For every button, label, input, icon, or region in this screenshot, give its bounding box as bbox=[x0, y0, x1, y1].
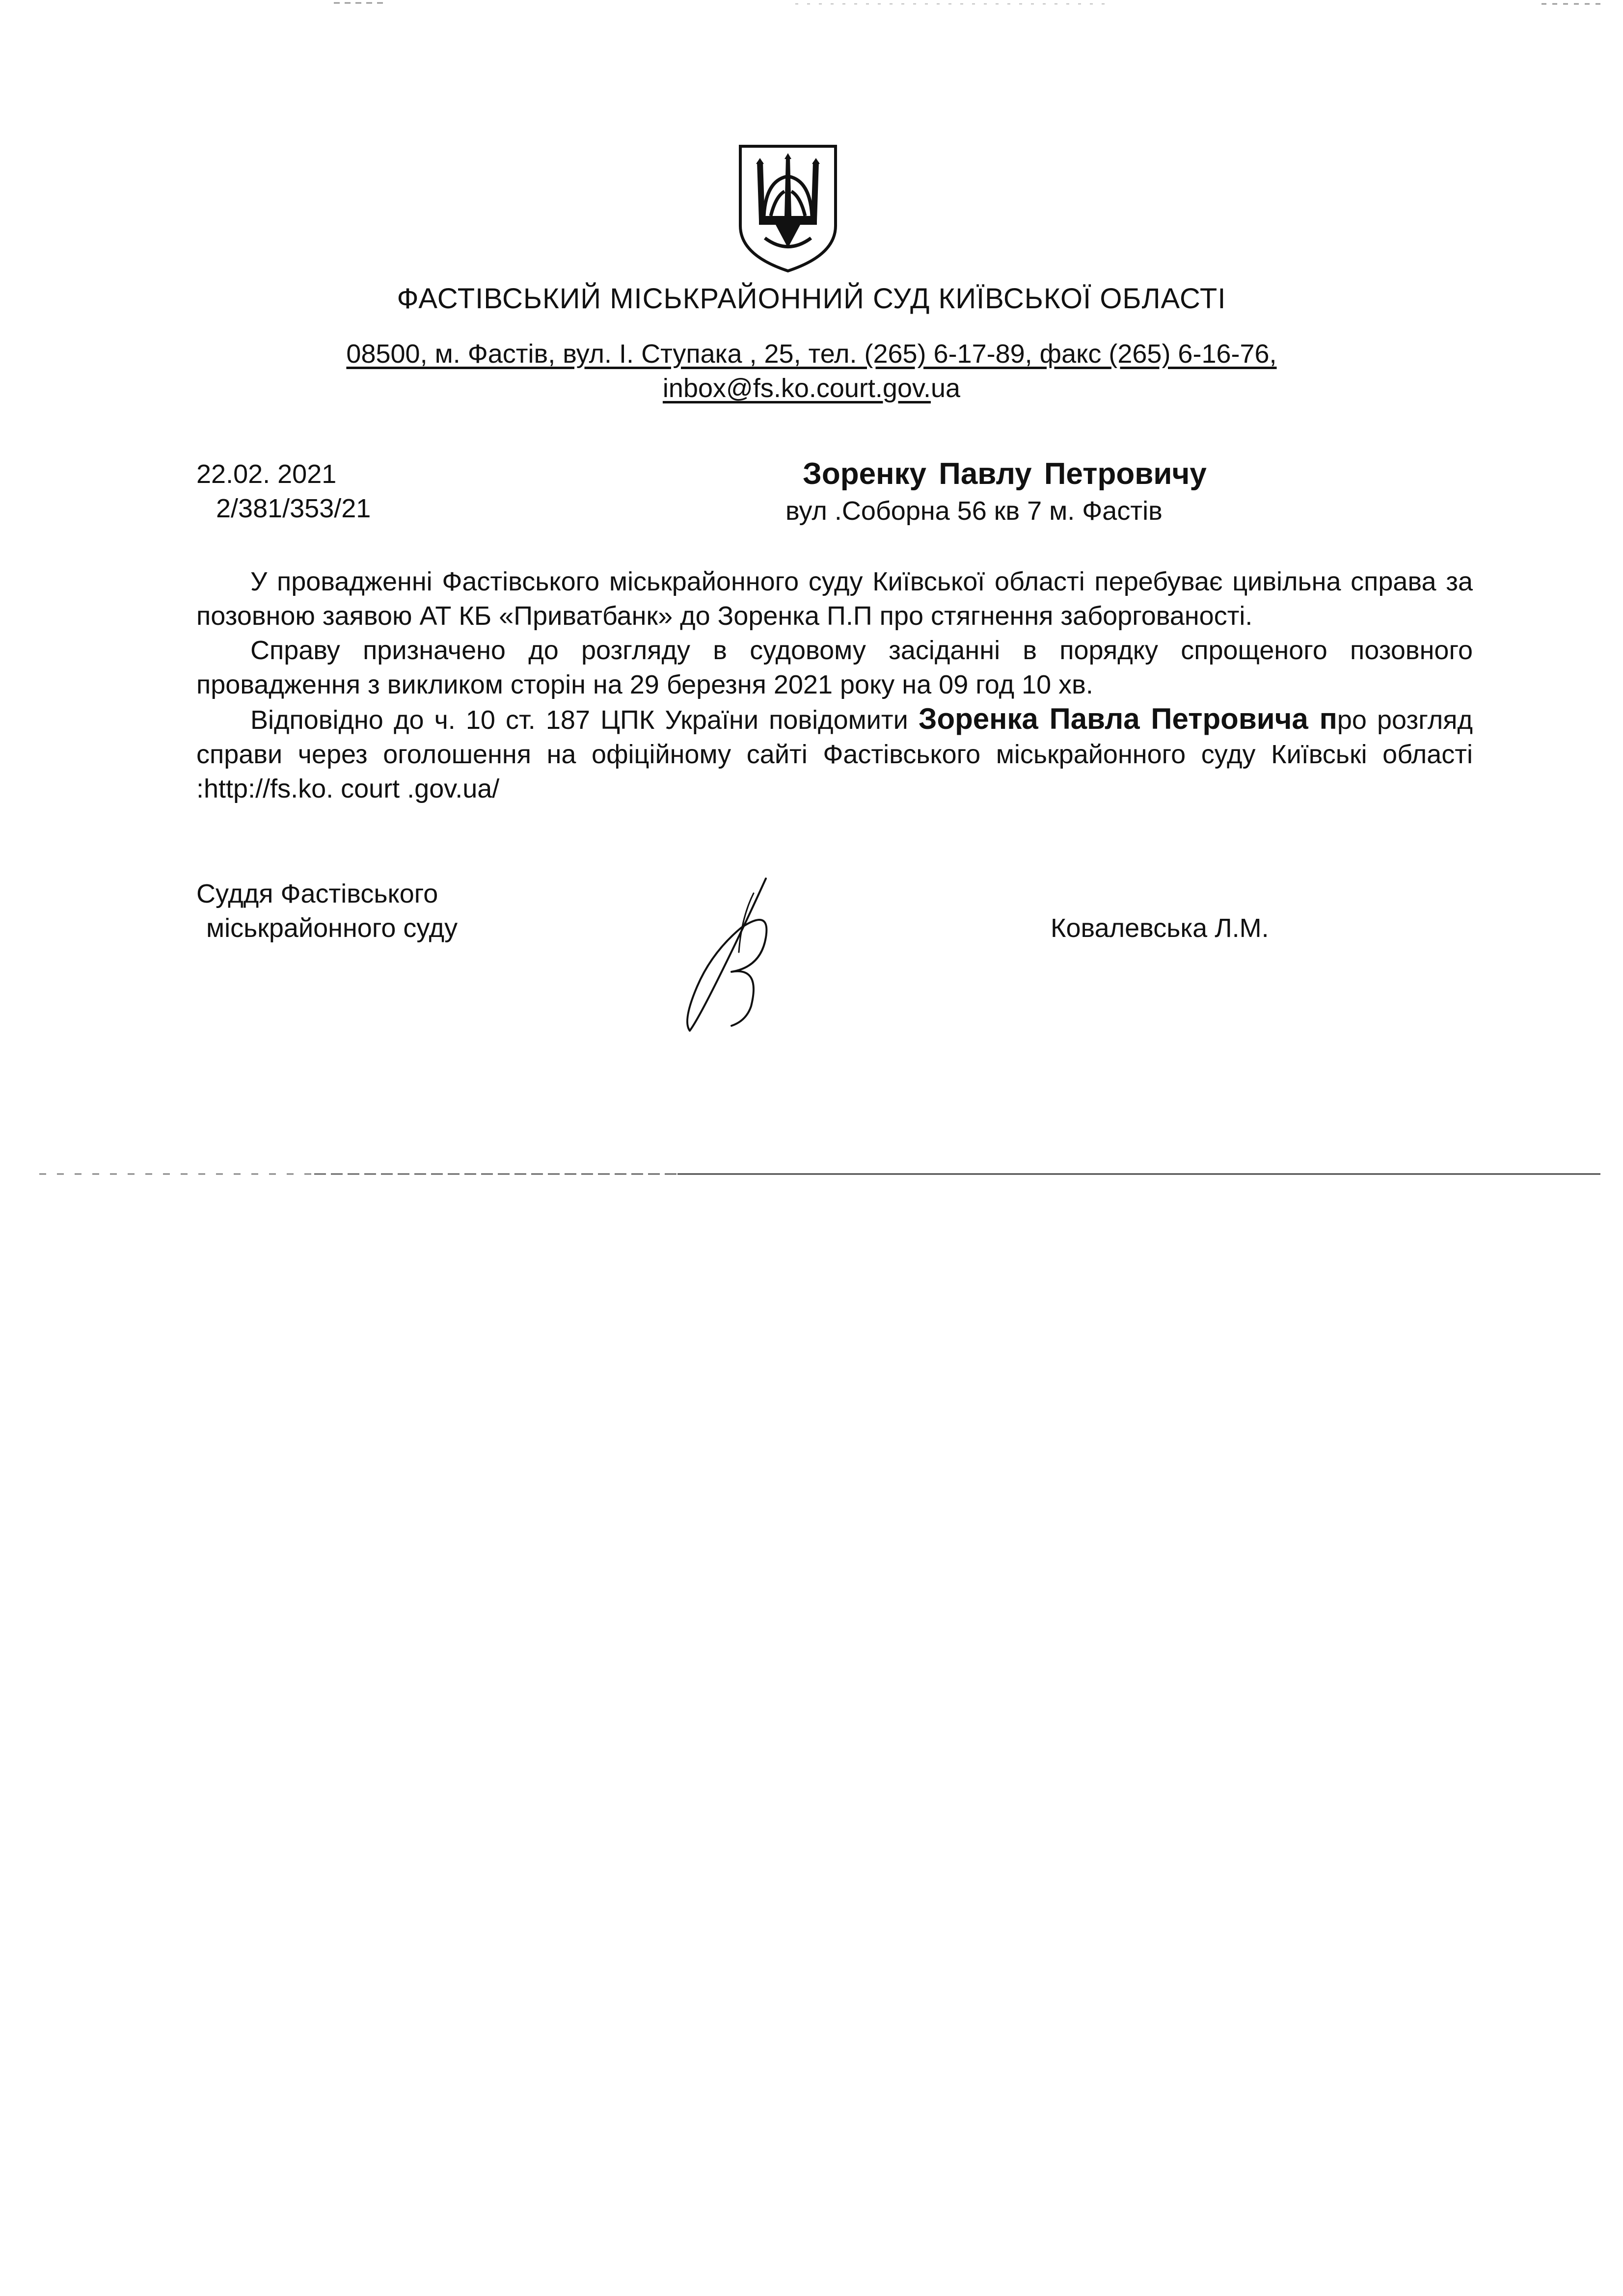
body-paragraph-3-end: ро розгляд справи через оголошення на офіційному сайті Фастівського міськрайонного суду Київські області :http://fs.ko. court .gov.ua/ bbox=[196, 705, 1473, 803]
body-paragraph-3 bbox=[196, 702, 1473, 806]
court-name: ФАСТІВСЬКИЙ МІСЬКРАЙОННИЙ СУД КИЇВСЬКОЇ ОБЛАСТІ bbox=[397, 283, 1226, 315]
recipient-name: Зоренку Павлу Петровичу bbox=[803, 457, 1207, 491]
court-email-underlined: inbox@fs.ko.court.gov. bbox=[662, 374, 931, 403]
court-address-text: 08500, м. Фастів, вул. І. Ступака , 25, тел. (265) 6-17-89, факс (265) 6-16-76, bbox=[346, 339, 1277, 369]
body-paragraph-3-start: Відповідно до ч. 10 ст. 187 ЦПК України повідомити bbox=[250, 705, 919, 735]
body-paragraph-1: У провадженні Фастівського міськрайонного суду Київської області перебуває цивільна справа за позовною заявою АТ КБ «Приватбанк» до Зоренка П.П про стягнення заборгованості. bbox=[196, 567, 1473, 631]
body-paragraph-3-bold-name: Зоренка Павла Петровича п bbox=[918, 702, 1337, 735]
letter-body bbox=[196, 564, 1473, 806]
judge-name: Ковалевська Л.М. bbox=[1051, 913, 1269, 943]
court-email bbox=[0, 373, 1623, 403]
handwritten-signature bbox=[668, 874, 795, 1036]
case-number: 2/381/353/21 bbox=[216, 494, 371, 523]
recipient-address: вул .Соборна 56 кв 7 м. Фастів bbox=[785, 496, 1163, 526]
scan-noise-top bbox=[0, 0, 1623, 10]
court-email-tail: ua bbox=[931, 374, 961, 403]
judge-title-line-1: Суддя Фастівського bbox=[196, 879, 438, 908]
court-address bbox=[0, 339, 1623, 369]
scan-artifact-line bbox=[39, 1173, 1600, 1175]
body-paragraph-2: Справу призначено до розгляду в судовому засіданні в порядку спрощеного позовного провадження з викликом сторін на 29 березня 2021 року на 09 год 10 хв. bbox=[196, 636, 1473, 699]
letter-date: 22.02. 2021 bbox=[196, 459, 337, 489]
judge-title-line-2: міськрайонного суду bbox=[206, 913, 458, 943]
ukraine-coat-of-arms-emblem bbox=[736, 142, 839, 275]
